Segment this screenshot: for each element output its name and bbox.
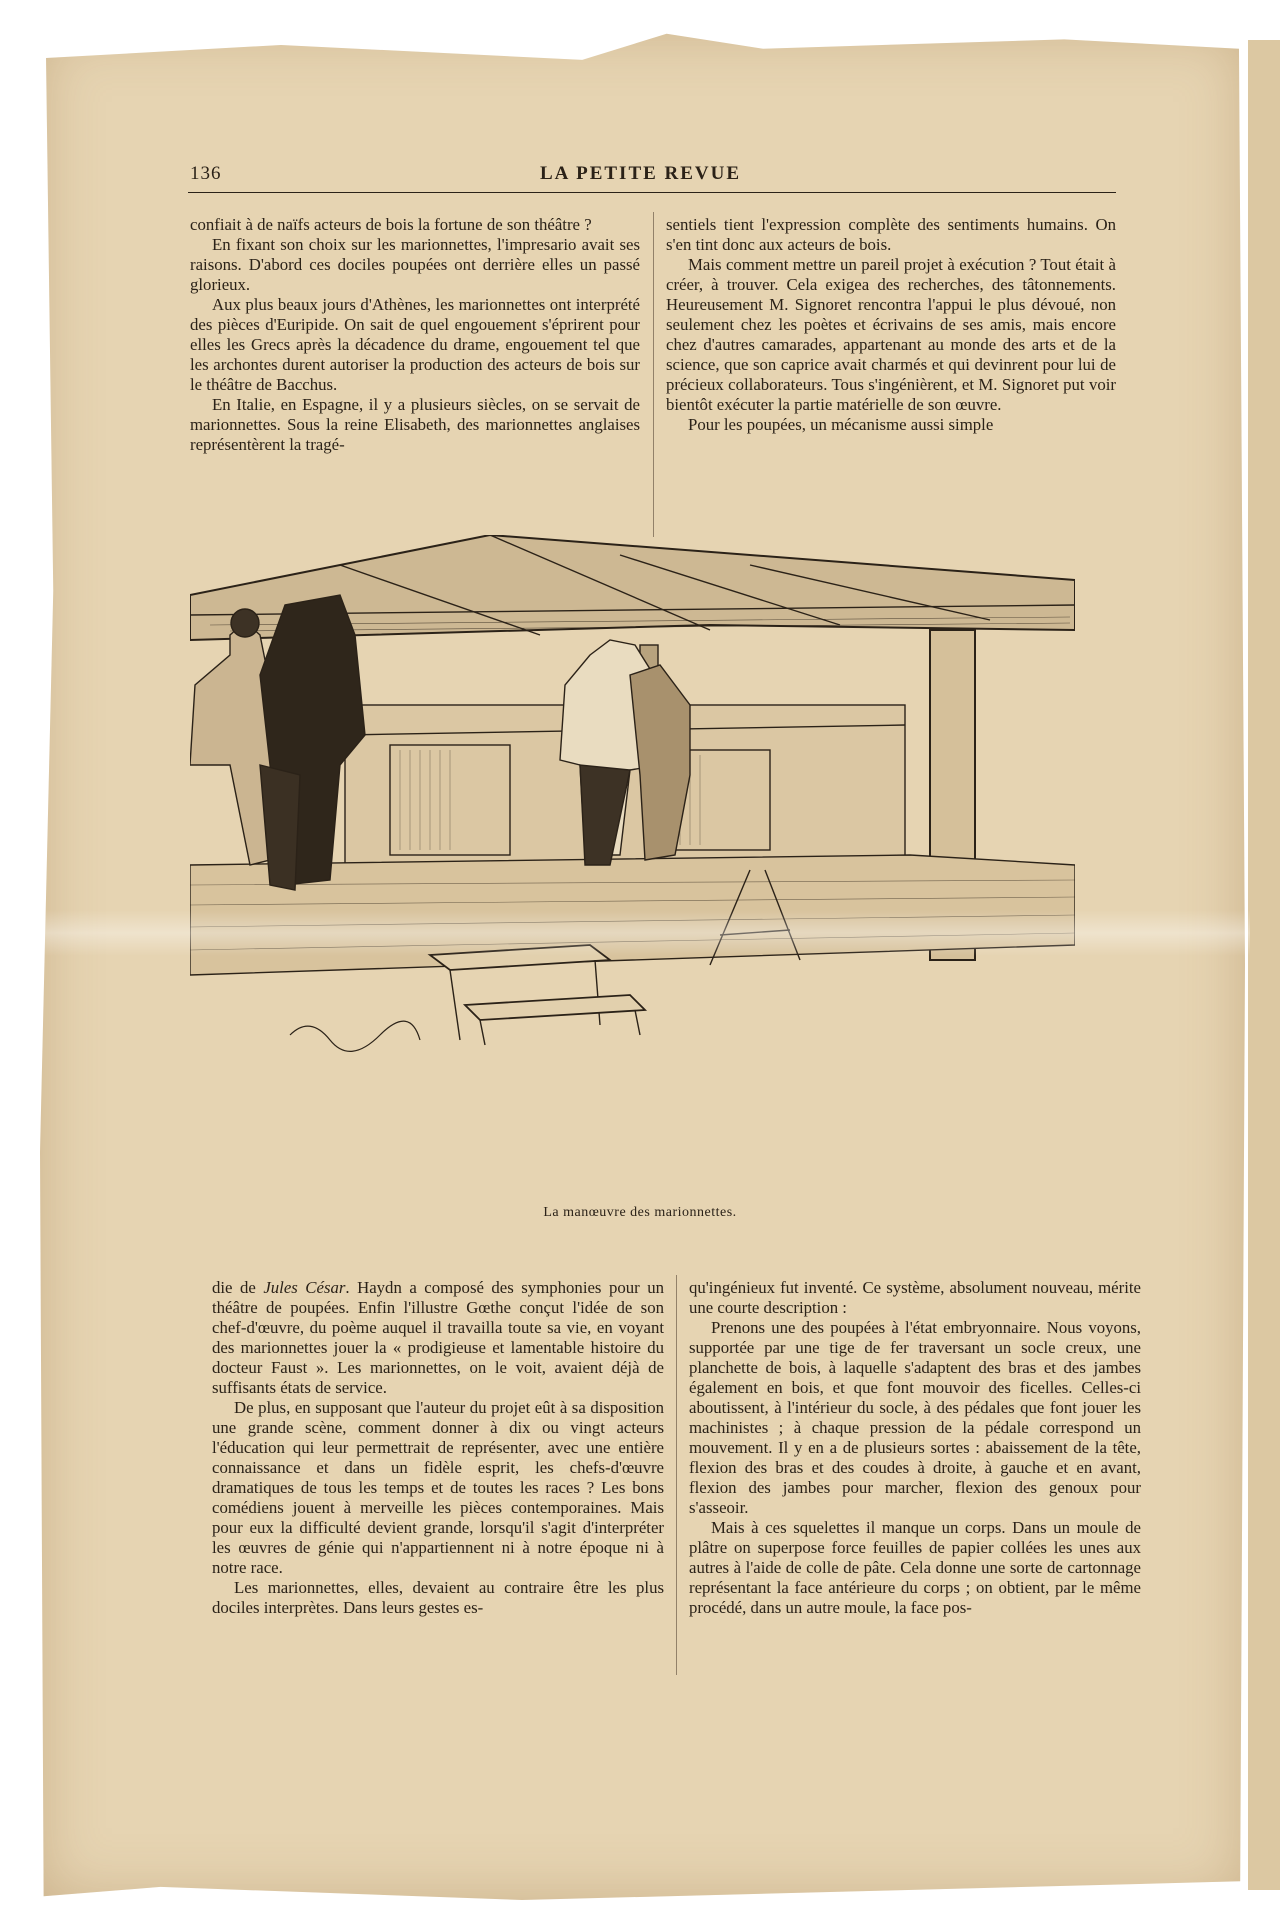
text-segment: . Haydn a composé des symphonies pour un théâtre de poupées. Enfin l'illustre Gœthe conçut l'idée de son chef-d'œuvre, du poème auquel il travailla toute sa vie, en voyant des marionnettes jouer la « prodigieuse et lamentable histoire du docteur Faust ». Les marionnettes, on le voit, avaient déjà de suffisants états de service. [212,1278,664,1397]
bottom-left-column [212,1278,664,1618]
column-rule [653,212,654,537]
figure-caption: La manœuvre des marionnettes. [543,1205,737,1220]
paragraph: Aux plus beaux jours d'Athènes, les marionnettes ont interprété des pièces d'Euripide. On sait de quel engouement s'éprirent pour elles les Grecs après la décadence du drame, engouement tel que les archontes durent autoriser la production des acteurs de bois sur le théâtre de Bacchus. [190,295,640,394]
italic-title: Jules César [263,1278,346,1297]
page-number: 136 [190,163,222,184]
paragraph: sentiels tient l'expression complète des sentiments humains. On s'en tint donc aux acteurs de bois. [666,215,1116,254]
paragraph: Mais comment mettre un pareil projet à exécution ? Tout était à créer, à trouver. Cela exigea des recherches, des tâtonnements. Heureusement M. Signoret rencontra l'appui le plus dévoué, non seulement chez les poètes et écrivains de ses amis, mais encore chez d'autres camarades, appartenant au monde des arts et de la science, que son caprice avait charmés et qui devinrent pour lui de précieux collaborateurs. Tous s'ingénièrent, et M. Signoret put voir bientôt exécuter la partie matérielle de son œuvre. [666,255,1116,414]
paragraph: Prenons une des poupées à l'état embryonnaire. Nous voyons, supportée par une tige de fer traversant un socle creux, une planchette de bois, à laquelle s'adaptent des bras et des jambes également en bois, et que font mouvoir des ficelles. Celles-ci aboutissent, à l'intérieur du socle, à des pédales que font jouer les machinistes ; à chaque pression de la pédale correspond un mouvement. Il y en a de plusieurs sortes : abaissement de la tête, flexion des bras et des coudes à droite, à gauche et en avant, flexion des jambes pour marcher, flexion des genoux pour s'asseoir. [689,1318,1141,1517]
adjacent-page-edge [1248,40,1280,1890]
paragraph: confiait à de naïfs acteurs de bois la fortune de son théâtre ? [190,215,592,234]
top-left-column [190,215,640,455]
paragraph: En Italie, en Espagne, il y a plusieurs siècles, on se servait de marionnettes. Sous la reine Elisabeth, des marionnettes anglaises représentèrent la tragé- [190,395,640,454]
text-segment: die de [212,1278,264,1297]
top-right-column [666,215,1116,435]
paragraph: De plus, en supposant que l'auteur du projet eût à sa disposition une grande scène, comment donner à dix ou vingt acteurs l'éducation qui leur permettrait de représenter, avec une entière connaissance et dans un fidèle esprit, les chefs-d'œuvre dramatiques de tous les temps et de toutes les races ? Les bons comédiens jouent à merveille les pièces contemporaines. Mais pour eux la difficulté devient grande, lorsqu'il s'agit d'interpréter les œuvres de génie qui n'appartiennent ni à notre époque ni à notre race. [212,1398,664,1577]
fold-crease [40,910,1250,956]
running-title: LA PETITE REVUE [540,163,742,184]
marionette-illustration [190,535,1075,1175]
column-rule [676,1275,677,1675]
paragraph: En fixant son choix sur les marionnettes, l'impresario avait ses raisons. D'abord ces dociles poupées ont derrière elles un passé glorieux. [190,235,640,294]
bottom-right-column [689,1278,1141,1618]
paragraph [212,1278,664,1398]
paragraph: Mais à ces squelettes il manque un corps. Dans un moule de plâtre on superpose force feuilles de papier collées les unes aux autres à l'aide de colle de pâte. Cela donne une sorte de cartonnage représentant la face antérieure du corps ; on obtient, par le même procédé, dans un autre moule, la face pos- [689,1518,1141,1617]
paragraph: Les marionnettes, elles, devaient au contraire être les plus dociles interprètes. Dans leurs gestes es- [212,1578,664,1617]
header-rule [188,192,1116,193]
paragraph: Pour les poupées, un mécanisme aussi simple [688,415,994,434]
paragraph: qu'ingénieux fut inventé. Ce système, absolument nouveau, mérite une courte description : [689,1278,1141,1317]
